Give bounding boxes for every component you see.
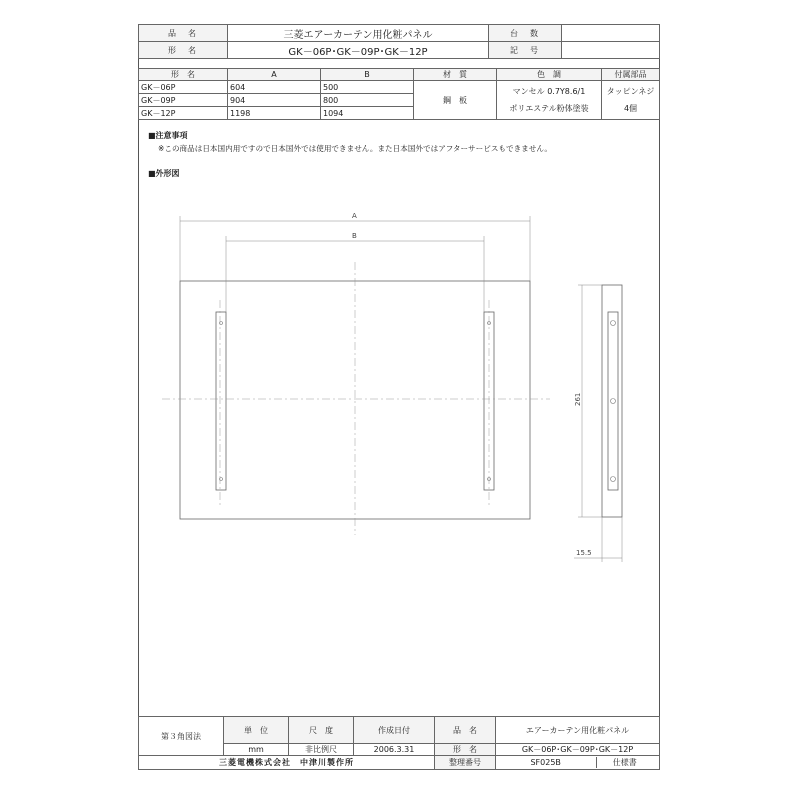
spec-row-model: GK－12P — [139, 107, 228, 120]
dim-label-depth: 15.5 — [576, 549, 592, 557]
number-cell — [496, 756, 660, 770]
spec-row-b: 1094 — [321, 107, 414, 120]
side-bracket — [608, 312, 618, 490]
spec-material: 鋼 板 — [414, 81, 497, 120]
spec-accessory-line1: タッピンネジ — [606, 87, 655, 96]
spec-col-model: 形 名 — [139, 69, 228, 81]
spec-col-color: 色 調 — [497, 69, 602, 81]
number-label: 整理番号 — [435, 756, 496, 770]
product-name: 三菱エアーカーテン用化粧パネル — [228, 25, 489, 42]
model-value: GK－06P･GK－09P･GK－12P — [228, 42, 489, 59]
document-number: SF025B — [530, 758, 561, 767]
spec-accessory-line2: 4個 — [623, 104, 638, 113]
quantity-label: 台 数 — [489, 25, 562, 42]
screw-hole — [611, 399, 616, 404]
footer-name-label: 品 名 — [435, 717, 496, 744]
spec-col-a: A — [228, 69, 321, 81]
model-label: 形 名 — [139, 42, 228, 59]
screw-hole — [611, 477, 616, 482]
spec-row-b: 800 — [321, 94, 414, 107]
spec-row-model: GK－06P — [139, 81, 228, 94]
unit-label: 単 位 — [224, 717, 289, 744]
spec-row-b: 500 — [321, 81, 414, 94]
spec-row-a: 1198 — [228, 107, 321, 120]
footer-model: GK－06P･GK－09P･GK－12P — [496, 744, 660, 756]
scale-value: 非比例尺 — [289, 744, 354, 756]
spec-row-model: GK－09P — [139, 94, 228, 107]
side-view-outline — [602, 285, 622, 517]
record-label: 記 号 — [489, 42, 562, 59]
spec-color-line2: ポリエステル粉体塗装 — [509, 104, 589, 113]
spec-col-accessory: 付属部品 — [602, 69, 660, 81]
title-block — [138, 716, 660, 770]
spec-row-a: 604 — [228, 81, 321, 94]
drawing-title: ■外形図 — [148, 169, 180, 178]
notes-text: ※この商品は日本国内用ですので日本国外では使用できません。また日本国外ではアフターサービスもできません。 — [158, 144, 553, 153]
spec-row-a: 904 — [228, 94, 321, 107]
unit-value: mm — [224, 744, 289, 756]
spec-color-line1: マンセル 0.7Y8.6/1 — [512, 87, 586, 96]
notes-title: ■注意事項 — [148, 131, 188, 140]
spec-col-material: 材 質 — [414, 69, 497, 81]
document-type: 仕様書 — [596, 757, 653, 768]
date-value: 2006.3.31 — [354, 744, 435, 756]
dim-label-b: B — [352, 232, 357, 240]
footer-model-label: 形 名 — [435, 744, 496, 756]
footer-name: エアーカーテン用化粧パネル — [496, 717, 660, 744]
date-label: 作成日付 — [354, 717, 435, 744]
product-name-label: 品 名 — [139, 25, 228, 42]
screw-hole — [611, 321, 616, 326]
projection-method: 第３角図法 — [139, 717, 224, 756]
dim-label-a: A — [352, 212, 357, 220]
left-bracket — [216, 312, 226, 490]
scale-label: 尺 度 — [289, 717, 354, 744]
dim-label-height: 261 — [574, 392, 582, 406]
spec-col-b: B — [321, 69, 414, 81]
company-name: 三菱電機株式会社 中津川製作所 — [139, 756, 435, 770]
